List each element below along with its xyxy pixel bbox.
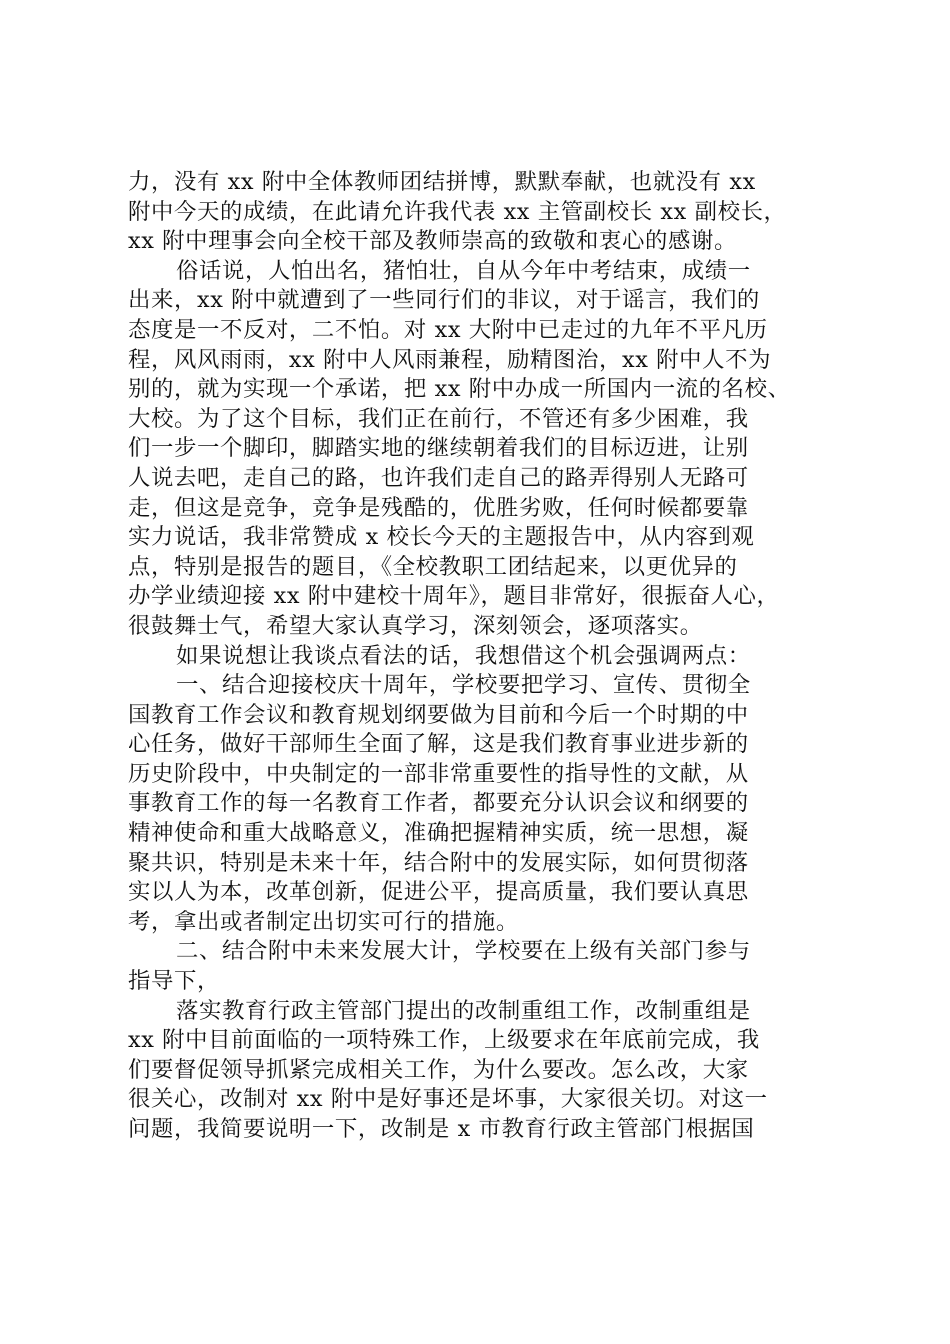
text-line: 实力说话，我非常赞成 x 校长今天的主题报告中，从内容到观 (128, 524, 755, 551)
text-line: 聚共识，特别是未来十年，结合附中的发展实际，如何贯彻落 (128, 849, 749, 876)
paragraph-start-line: 落实教育行政主管部门提出的改制重组工作，改制重组是 (176, 997, 751, 1024)
text-line: 精神使命和重大战略意义，准确把握精神实质，统一思想，凝 (128, 820, 749, 847)
paragraph-start-line: 俗话说，人怕出名，猪怕壮，自从今年中考结束，成绩一 (176, 257, 751, 284)
text-line: 很鼓舞士气，希望大家认真学习，深刻领会，逐项落实。 (128, 612, 703, 639)
text-line: 态度是一不反对，二不怕。对 xx 大附中已走过的九年不平凡历 (128, 316, 768, 343)
text-line: 国教育工作会议和教育规划纲要做为目前和今后一个时期的中 (128, 701, 749, 728)
text-line: 历史阶段中，中央制定的一部非常重要性的指导性的文献，从 (128, 760, 749, 787)
text-line: 大校。为了这个目标，我们正在前行，不管还有多少困难，我 (128, 405, 749, 432)
text-line: 事教育工作的每一名教育工作者，都要充分认识会议和纲要的 (128, 790, 749, 817)
text-line: xx 附中目前面临的一项特殊工作，上级要求在年底前完成，我 (128, 1027, 760, 1054)
paragraph-start-line: 如果说想让我谈点看法的话，我想借这个机会强调两点： (176, 642, 751, 669)
text-line: 指导下， (128, 968, 220, 995)
text-line: 力，没有 xx 附中全体教师团结拼博，默默奉献，也就没有 xx (128, 169, 756, 195)
text-line: 实以人为本，改革创新，促进公平，提高质量，我们要认真思 (128, 879, 749, 906)
text-line: 很关心，改制对 xx 附中是好事还是坏事，大家很关切。对这一 (128, 1086, 768, 1113)
text-line: 考，拿出或者制定出切实可行的措施。 (128, 908, 519, 935)
text-line: 走，但这是竞争，竞争是残酷的，优胜劣败，任何时候都要靠 (128, 494, 749, 521)
text-line: 程，风风雨雨，xx 附中人风雨兼程，励精图治，xx 附中人不为 (128, 346, 772, 373)
text-line: 们要督促领导抓紧完成相关工作，为什么要改。怎么改，大家 (128, 1056, 749, 1083)
text-line: xx 附中理事会向全校干部及教师崇高的致敬和衷心的感谢。 (128, 228, 737, 255)
text-line: 办学业绩迎接 xx 附中建校十周年》，题目非常好，很振奋人心， (128, 583, 780, 610)
text-line: 点，特别是报告的题目，《全校教职工团结起来，以更优异的 (128, 553, 738, 580)
paragraph-start-line: 一、结合迎接校庆十周年，学校要把学习、宣传、贯彻全 (176, 672, 751, 699)
text-line: 们一步一个脚印，脚踏实地的继续朝着我们的目标迈进，让别 (128, 435, 749, 462)
text-line: 问题，我简要说明一下，改制是 x 市教育行政主管部门根据国 (128, 1116, 755, 1142)
text-line: 附中今天的成绩，在此请允许我代表 xx 主管副校长 xx 副校长， (128, 198, 787, 225)
text-line: 出来，xx 附中就遭到了一些同行们的非议，对于谣言，我们的 (128, 287, 760, 314)
text-line: 人说去吧，走自己的路，也许我们走自己的路弄得别人无路可 (128, 464, 749, 491)
paragraph-start-line: 二、结合附中未来发展大计，学校要在上级有关部门参与 (176, 938, 751, 965)
body-text (128, 168, 834, 1145)
text-line: 心任务，做好干部师生全面了解，这是我们教育事业进步新的 (128, 731, 749, 758)
text-line: 别的，就为实现一个承诺，把 xx 附中办成一所国内一流的名校、 (128, 376, 791, 403)
